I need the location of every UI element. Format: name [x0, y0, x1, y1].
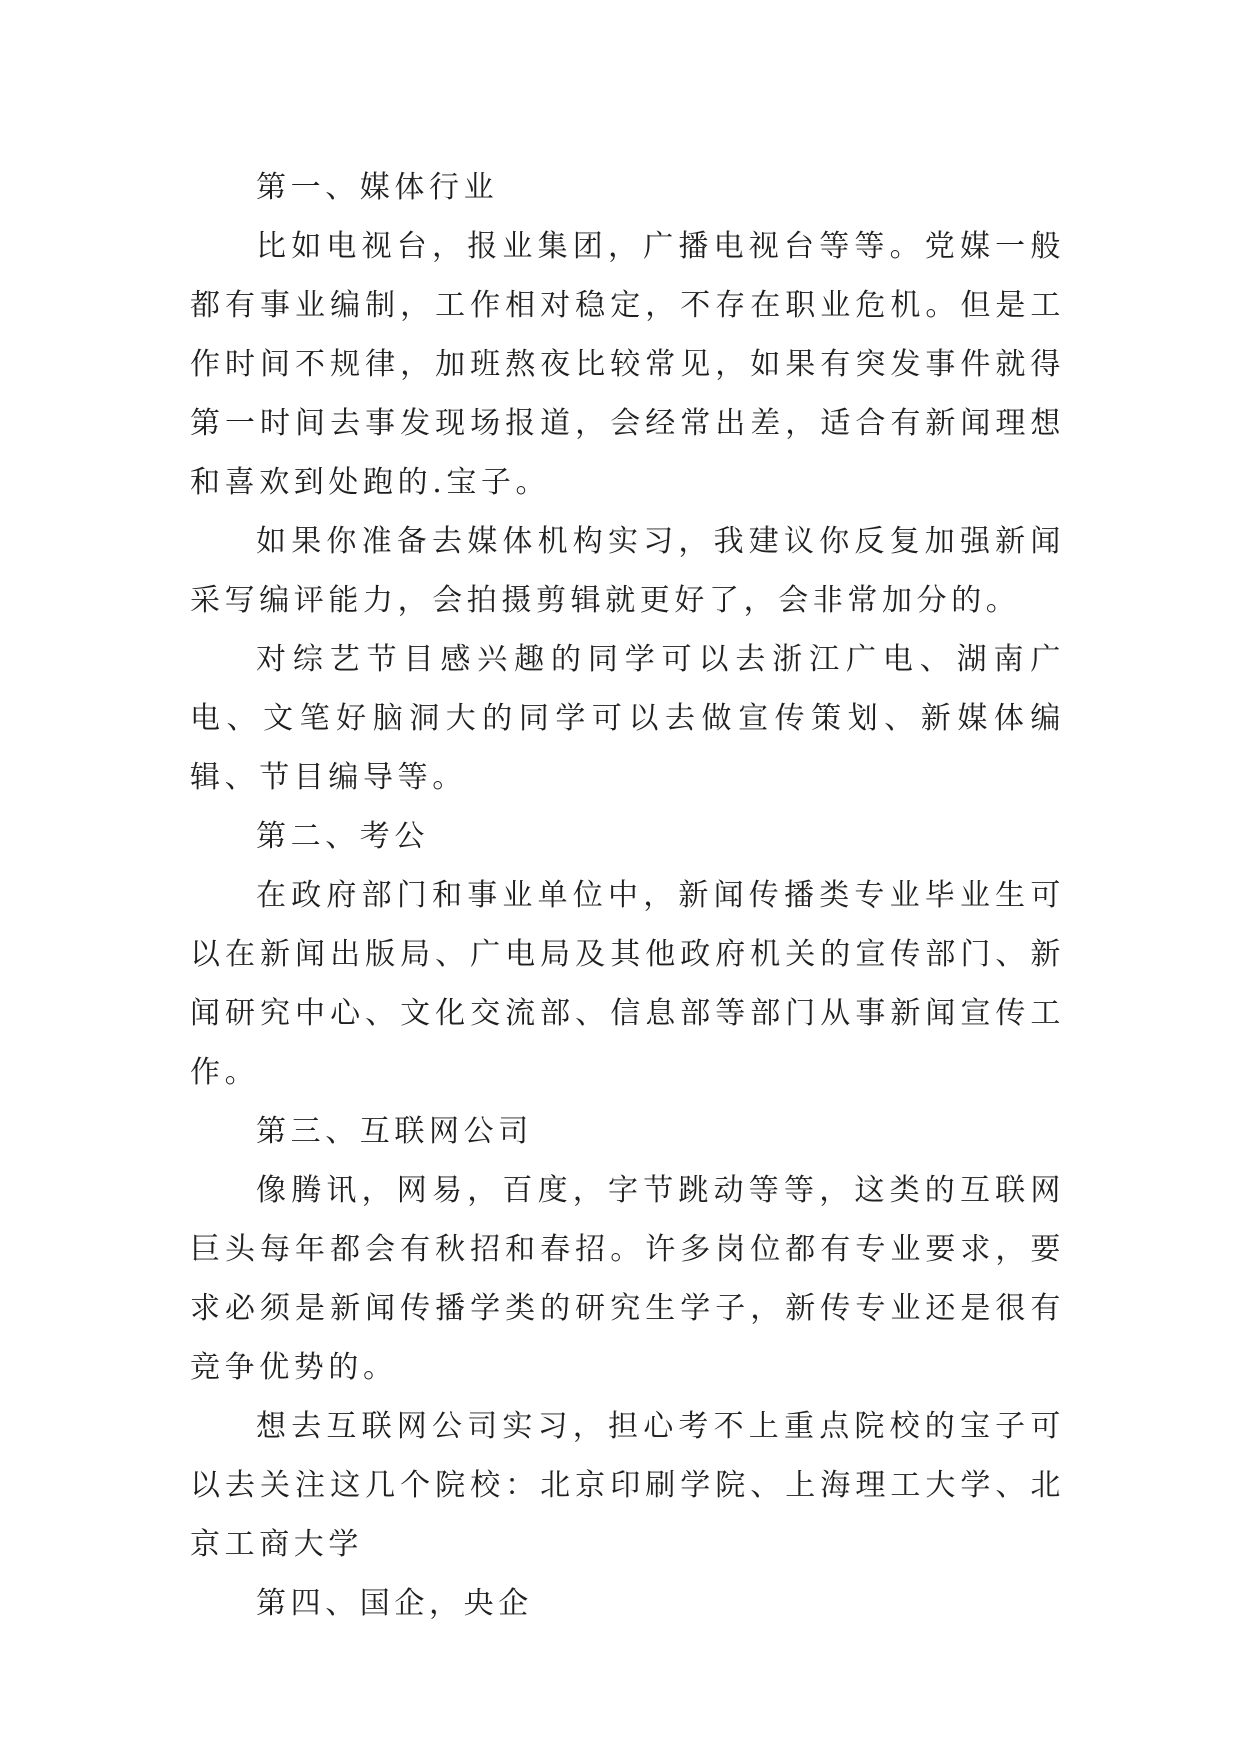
section-heading-state-enterprises: 第四、国企，央企 — [256, 1586, 533, 1621]
section-heading-civil-service: 第二、考公 — [256, 819, 429, 854]
paragraph-internet-internship: 想去互联网公司实习，担心考不上重点院校的宝子可以去关注这几个院校：北京印刷学院、上海理工大学、北京工商大学 — [190, 1409, 1065, 1562]
paragraph-media-overview: 比如电视台，报业集团，广播电视台等等。党媒一般都有事业编制，工作相对稳定，不存在职业危机。但是工作时间不规律，加班熬夜比较常见，如果有突发事件就得第一时间去事发现场报道，会经常出差，适合有新闻理想和喜欢到处跑的.宝子。 — [190, 229, 1065, 500]
paragraph-media-internship: 如果你准备去媒体机构实习，我建议你反复加强新闻采写编评能力，会拍摄剪辑就更好了，会非常加分的。 — [190, 524, 1065, 618]
paragraph-internet-companies: 像腾讯，网易，百度，字节跳动等等，这类的互联网巨头每年都会有秋招和春招。许多岗位都有专业要求，要求必须是新闻传播学类的研究生学子，新传专业还是很有竞争优势的。 — [190, 1173, 1065, 1385]
section-heading-internet: 第三、互联网公司 — [256, 1114, 533, 1149]
paragraph-civil-service: 在政府部门和事业单位中，新闻传播类专业毕业生可以在新闻出版局、广电局及其他政府机关的宣传部门、新闻研究中心、文化交流部、信息部等部门从事新闻宣传工作。 — [190, 878, 1065, 1090]
section-heading-media: 第一、媒体行业 — [256, 170, 499, 205]
paragraph-media-variety: 对综艺节目感兴趣的同学可以去浙江广电、湖南广电、文笔好脑洞大的同学可以去做宣传策划、新媒体编辑、节目编导等。 — [190, 642, 1065, 795]
document-body — [190, 158, 1065, 1633]
